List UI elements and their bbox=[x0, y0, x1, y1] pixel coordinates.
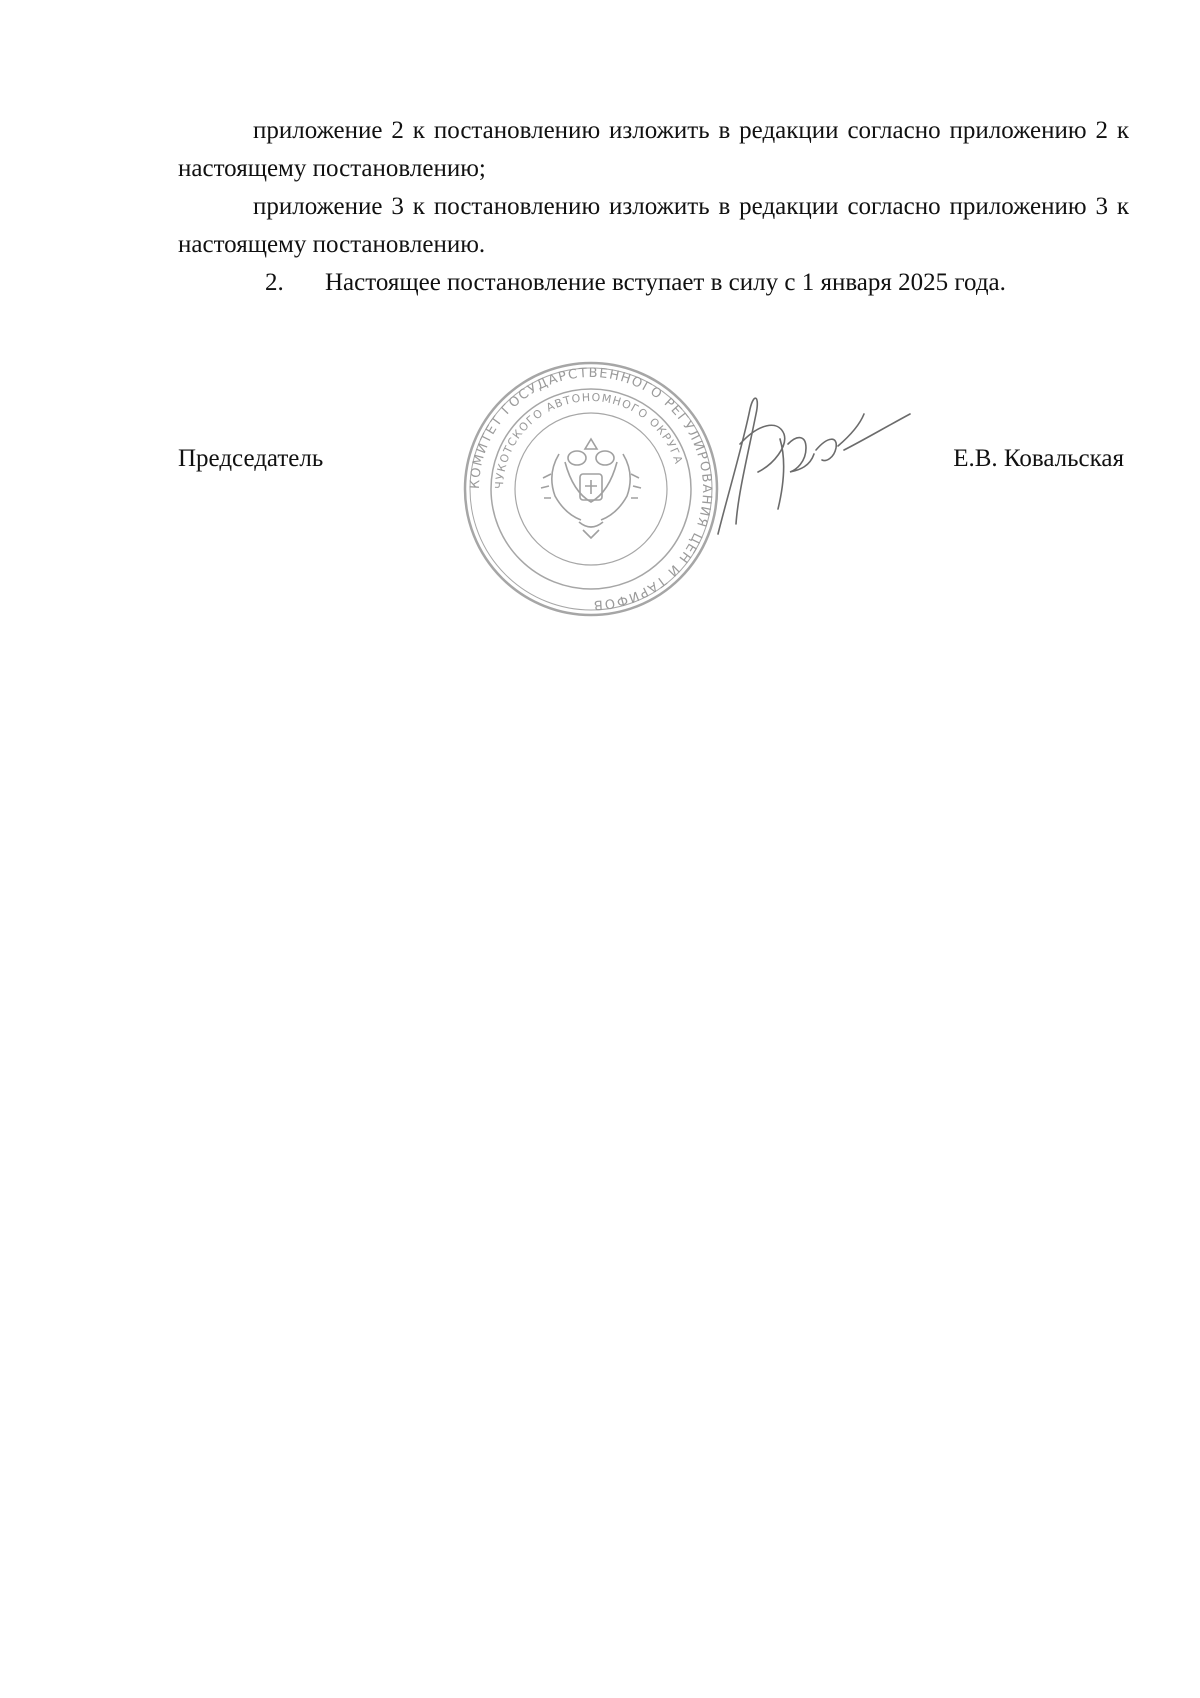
coat-of-arms-icon bbox=[541, 439, 641, 538]
official-seal bbox=[461, 354, 721, 624]
clause-2 bbox=[178, 264, 1129, 302]
seal-inner-text: ЧУКОТСКОГО АВТОНОМНОГО ОКРУГА bbox=[492, 390, 686, 490]
signatory-role: Председатель bbox=[178, 445, 324, 472]
seal-outer-text: КОМИТЕТ ГОСУДАРСТВЕННОГО РЕГУЛИРОВАНИЯ ЦЕН И ТАРИФОВ bbox=[467, 365, 715, 613]
signatory-name: Е.В. Ковальская bbox=[953, 445, 1124, 472]
paragraph-appendix-2: приложение 2 к постановлению изложить в редакции согласно приложению 2 к настоящему постановлению; bbox=[178, 117, 1129, 182]
signature-block bbox=[178, 354, 1129, 634]
handwritten-signature bbox=[688, 384, 918, 544]
document-body bbox=[178, 112, 1129, 302]
clause-number: 2. bbox=[265, 269, 284, 296]
clause-text: Настоящее постановление вступает в силу с 1 января 2025 года. bbox=[325, 269, 1006, 296]
paragraph-appendix-3: приложение 3 к постановлению изложить в редакции согласно приложению 3 к настоящему постановлению. bbox=[178, 193, 1129, 258]
